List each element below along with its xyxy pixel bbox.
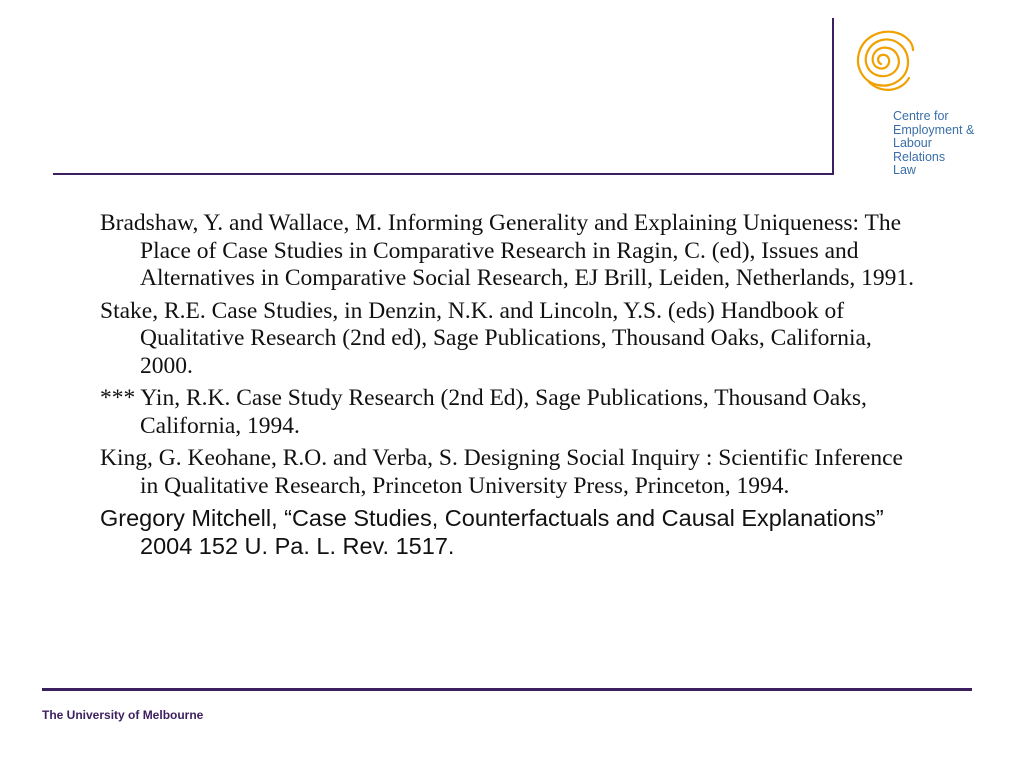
reference-item: King, G. Keohane, R.O. and Verba, S. Designing Social Inquiry : Scientific Inference in Qualitative Research, Princeton University Press, Princeton, 1994. — [100, 445, 903, 499]
logo-line: Centre for — [893, 109, 949, 123]
reference-item: Bradshaw, Y. and Wallace, M. Informing Generality and Explaining Uniqueness: The Place of Case Studies in Comparative Research in Ragin, C. (ed), Issues and Alternatives in Comparative Social Research, EJ Brill, Leiden, Netherlands, 1991. — [100, 210, 914, 291]
header-vertical-rule — [832, 18, 834, 175]
logo-line: Law — [893, 163, 916, 177]
logo-text — [893, 110, 974, 178]
reference-item: *** Yin, R.K. Case Study Research (2nd Ed), Sage Publications, Thousand Oaks, California, 1994. — [100, 385, 867, 439]
footer-rule — [42, 688, 972, 691]
reference-item: Stake, R.E. Case Studies, in Denzin, N.K. and Lincoln, Y.S. (eds) Handbook of Qualitative Research (2nd ed), Sage Publications, Thousand Oaks, California, 2000. — [100, 297, 872, 379]
footer-university-name: The University of Melbourne — [42, 708, 204, 722]
celrl-logo — [843, 22, 993, 187]
logo-line: Employment & — [893, 122, 975, 137]
spiral-logo-icon — [847, 22, 917, 107]
header-rule — [53, 173, 834, 175]
logo-line: Labour — [893, 136, 932, 150]
reference-list — [100, 210, 920, 565]
reference-item: Gregory Mitchell, “Case Studies, Counterfactuals and Causal Explanations” 2004 152 U. Pa. L. Rev. 1517. — [100, 505, 884, 559]
logo-line: Relations — [893, 149, 946, 164]
